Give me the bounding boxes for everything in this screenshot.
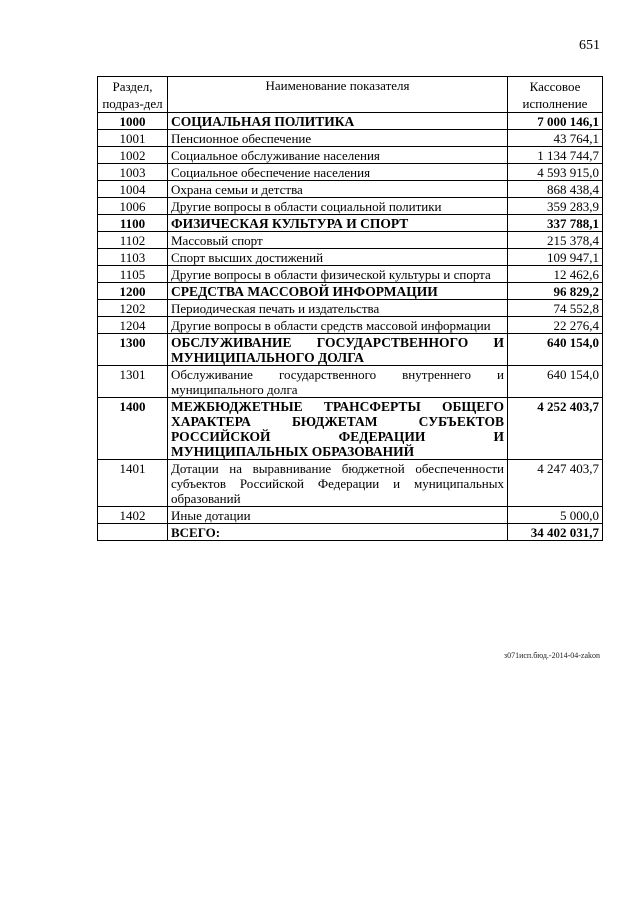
table-row [98, 507, 603, 524]
row-code: 1300 [98, 334, 168, 366]
row-code: 1204 [98, 317, 168, 334]
table-row [98, 398, 603, 460]
row-code: 1004 [98, 181, 168, 198]
column-header-value: Кассовое исполнение [508, 77, 603, 113]
row-code: 1202 [98, 300, 168, 317]
row-value: 359 283,9 [508, 198, 603, 215]
row-name: СРЕДСТВА МАССОВОЙ ИНФОРМАЦИИ [168, 283, 508, 300]
row-value: 640 154,0 [508, 334, 603, 366]
row-code: 1100 [98, 215, 168, 232]
table-row [98, 460, 603, 507]
row-code: 1401 [98, 460, 168, 507]
row-name: Дотации на выравнивание бюджетной обеспеченности субъектов Российской Федерации и муниципальных образований [168, 460, 508, 507]
total-code [98, 524, 168, 541]
row-code: 1003 [98, 164, 168, 181]
table-row [98, 147, 603, 164]
row-name: Охрана семьи и детства [168, 181, 508, 198]
row-value: 5 000,0 [508, 507, 603, 524]
table-row [98, 334, 603, 366]
row-name: СОЦИАЛЬНАЯ ПОЛИТИКА [168, 113, 508, 130]
row-name: Обслуживание государственного внутреннего и муниципального долга [168, 366, 508, 398]
row-name: Социальное обеспечение населения [168, 164, 508, 181]
row-code: 1402 [98, 507, 168, 524]
row-code: 1001 [98, 130, 168, 147]
row-code: 1000 [98, 113, 168, 130]
column-header-name: Наименование показателя [168, 77, 508, 113]
table-row-total [98, 524, 603, 541]
row-code: 1006 [98, 198, 168, 215]
table-row [98, 300, 603, 317]
row-value: 1 134 744,7 [508, 147, 603, 164]
table-row [98, 266, 603, 283]
row-code: 1400 [98, 398, 168, 460]
row-name: ОБСЛУЖИВАНИЕ ГОСУДАРСТВЕННОГО И МУНИЦИПАЛЬНОГО ДОЛГА [168, 334, 508, 366]
table-header-row [98, 77, 603, 113]
row-code: 1103 [98, 249, 168, 266]
table-body [98, 113, 603, 541]
table-row [98, 249, 603, 266]
row-name: Другие вопросы в области социальной политики [168, 198, 508, 215]
budget-execution-table [97, 76, 603, 541]
row-code: 1002 [98, 147, 168, 164]
row-value: 43 764,1 [508, 130, 603, 147]
table-row [98, 130, 603, 147]
row-value: 337 788,1 [508, 215, 603, 232]
row-name: МЕЖБЮДЖЕТНЫЕ ТРАНСФЕРТЫ ОБЩЕГО ХАРАКТЕРА БЮДЖЕТАМ СУБЪЕКТОВ РОССИЙСКОЙ ФЕДЕРАЦИИ И МУНИЦИПАЛЬНЫХ ОБРАЗОВАНИЙ [168, 398, 508, 460]
column-header-code: Раздел, подраз-дел [98, 77, 168, 113]
row-value: 12 462,6 [508, 266, 603, 283]
row-value: 96 829,2 [508, 283, 603, 300]
row-code: 1200 [98, 283, 168, 300]
row-name: Социальное обслуживание населения [168, 147, 508, 164]
total-label: ВСЕГО: [168, 524, 508, 541]
table-row [98, 113, 603, 130]
row-name: Другие вопросы в области физической культуры и спорта [168, 266, 508, 283]
table-row [98, 181, 603, 198]
table-row [98, 215, 603, 232]
row-name: Массовый спорт [168, 232, 508, 249]
row-name: Иные дотации [168, 507, 508, 524]
row-value: 22 276,4 [508, 317, 603, 334]
table-row [98, 164, 603, 181]
row-value: 640 154,0 [508, 366, 603, 398]
table-row [98, 366, 603, 398]
document-footer-code: з071исп.бюд.-2014-04-zakon [503, 651, 600, 660]
row-name: Другие вопросы в области средств массовой информации [168, 317, 508, 334]
page-number: 651 [579, 38, 600, 53]
row-value: 4 593 915,0 [508, 164, 603, 181]
row-code: 1102 [98, 232, 168, 249]
row-name: Периодическая печать и издательства [168, 300, 508, 317]
row-value: 74 552,8 [508, 300, 603, 317]
row-value: 215 378,4 [508, 232, 603, 249]
total-value: 34 402 031,7 [508, 524, 603, 541]
row-code: 1301 [98, 366, 168, 398]
row-value: 109 947,1 [508, 249, 603, 266]
table-row [98, 317, 603, 334]
row-name: ФИЗИЧЕСКАЯ КУЛЬТУРА И СПОРТ [168, 215, 508, 232]
row-value: 7 000 146,1 [508, 113, 603, 130]
row-name: Пенсионное обеспечение [168, 130, 508, 147]
table-row [98, 232, 603, 249]
row-code: 1105 [98, 266, 168, 283]
row-name: Спорт высших достижений [168, 249, 508, 266]
row-value: 868 438,4 [508, 181, 603, 198]
row-value: 4 252 403,7 [508, 398, 603, 460]
table-row [98, 198, 603, 215]
row-value: 4 247 403,7 [508, 460, 603, 507]
table-row [98, 283, 603, 300]
